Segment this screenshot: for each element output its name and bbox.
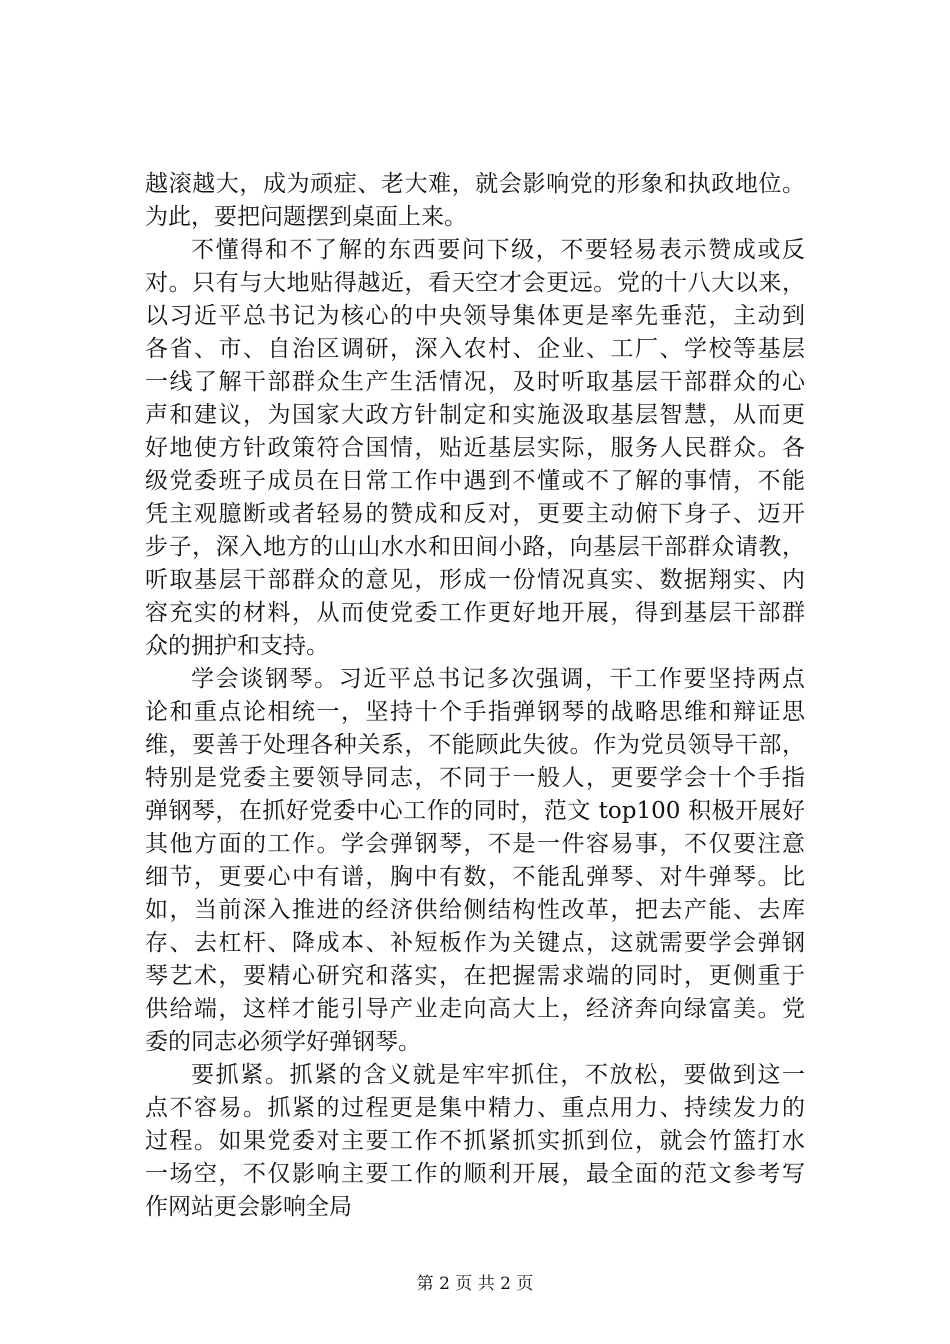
text-line: 维，要善于处理各种关系，不能顾此失彼。作为党员领导干部， xyxy=(145,732,805,758)
text-line: 弹钢琴，在抓好党委中心工作的同时，范文 top100 积极开展好 xyxy=(145,798,805,824)
text-line: 其他方面的工作。学会弹钢琴，不是一件容易事，不仅要注意 xyxy=(145,831,805,857)
text-line: 供给端，这样才能引导产业走向高大上，经济奔向绿富美。党 xyxy=(145,996,805,1022)
text-line: 点不容易。抓紧的过程更是集中精力、重点用力、持续发力的 xyxy=(145,1095,805,1121)
text-line: 凭主观臆断或者轻易的赞成和反对，更要主动俯下身子、迈开 xyxy=(145,501,805,527)
text-line: 学会谈钢琴。习近平总书记多次强调，干工作要坚持两点 xyxy=(191,666,805,692)
text-line: 要抓紧。抓紧的含义就是牢牢抓住，不放松，要做到这一 xyxy=(191,1062,805,1088)
text-line: 越滚越大，成为顽症、老大难，就会影响党的形象和执政地位。 xyxy=(145,171,805,197)
text-line: 论和重点论相统一，坚持十个手指弹钢琴的战略思维和辩证思 xyxy=(145,699,805,725)
text-line: 容充实的材料，从而使党委工作更好地开展，得到基层干部群 xyxy=(145,600,805,626)
text-line: 存、去杠杆、降成本、补短板作为关键点，这就需要学会弹钢 xyxy=(145,930,805,956)
text-line: 声和建议，为国家大政方针制定和实施汲取基层智慧，从而更 xyxy=(145,402,805,428)
text-line: 细节，更要心中有谱，胸中有数，不能乱弹琴、对牛弹琴。比 xyxy=(145,864,805,890)
text-line: 众的拥护和支持。 xyxy=(145,633,329,659)
text-line: 委的同志必须学好弹钢琴。 xyxy=(145,1029,421,1055)
text-line: 过程。如果党委对主要工作不抓紧抓实抓到位，就会竹篮打水 xyxy=(145,1128,805,1154)
text-line: 听取基层干部群众的意见，形成一份情况真实、数据翔实、内 xyxy=(145,567,805,593)
text-line: 特别是党委主要领导同志，不同于一般人，更要学会十个手指 xyxy=(145,765,805,791)
text-line: 对。只有与大地贴得越近，看天空才会更远。党的十八大以来， xyxy=(145,270,805,296)
text-line: 一线了解干部群众生产生活情况，及时听取基层干部群众的心 xyxy=(145,369,805,395)
body-text xyxy=(145,168,805,1224)
text-line: 各省、市、自治区调研，深入农村、企业、工厂、学校等基层 xyxy=(145,336,805,362)
text-line: 一场空，不仅影响主要工作的顺利开展，最全面的范文参考写 xyxy=(145,1161,805,1187)
text-line: 级党委班子成员在日常工作中遇到不懂或不了解的事情，不能 xyxy=(145,468,805,494)
text-line: 以习近平总书记为核心的中央领导集体更是率先垂范，主动到 xyxy=(145,303,805,329)
text-line: 为此，要把问题摆到桌面上来。 xyxy=(145,204,467,230)
text-line: 如，当前深入推进的经济供给侧结构性改革，把去产能、去库 xyxy=(145,897,805,923)
text-line: 琴艺术，要精心研究和落实，在把握需求端的同时，更侧重于 xyxy=(145,963,805,989)
text-line: 作网站更会影响全局 xyxy=(145,1194,352,1220)
text-line: 步子，深入地方的山山水水和田间小路，向基层干部群众请教， xyxy=(145,534,805,560)
text-line: 好地使方针政策符合国情，贴近基层实际，服务人民群众。各 xyxy=(145,435,805,461)
text-line: 不懂得和不了解的东西要问下级，不要轻易表示赞成或反 xyxy=(191,237,805,263)
page-number-footer: 第 2 页 共 2 页 xyxy=(416,1274,534,1294)
